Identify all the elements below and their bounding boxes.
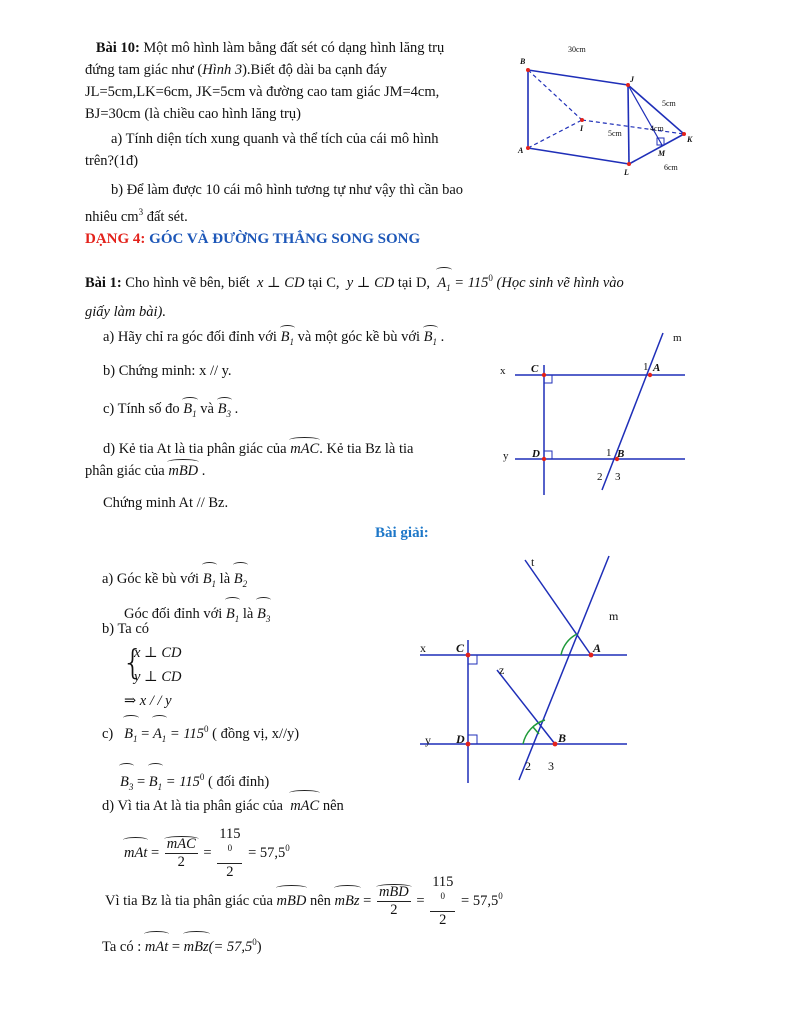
solution-a1-B1: $B_1$ [203, 562, 216, 597]
bai1-qc-B1: $B_1$ [183, 397, 196, 419]
bai1-qa-B1 [281, 325, 294, 347]
prism-label-6cm: 6cm [664, 163, 678, 172]
solution-a2-B1-letter: B [225, 605, 235, 622]
solution-d-mAC: mAC [290, 790, 319, 818]
bai1-qc-B3: $B_3$ [218, 397, 231, 419]
prism-point-A [526, 146, 530, 150]
solution-c [102, 714, 299, 801]
solution-a2-pre: Góc đối đỉnh với [124, 605, 223, 622]
bai10-qb-rest: đất sét. [143, 208, 188, 225]
solution-b3: ⇒ x / / y [124, 693, 172, 709]
fig2-label-y: y [425, 733, 431, 747]
solution-a2-B3: $B_3$ [257, 597, 270, 632]
bai1-A-sub: 1 [446, 282, 451, 293]
solution-b-system [102, 641, 181, 689]
fig2-label-z: z [499, 663, 505, 677]
fig2-line-m [519, 556, 609, 780]
bai1-A: A [437, 274, 447, 291]
fig1-label-2: 2 [597, 471, 603, 483]
bai1-qd1-post: . Kẻ tia Bz là tia [319, 441, 414, 457]
bai10-line1-text: Một mô hình làm bằng đất sét có dạng hình lăng trụ [143, 40, 445, 56]
solution-d-frac2-num [217, 826, 242, 864]
fig2-point-B [553, 742, 558, 747]
bai1-at-d: tại D, [397, 274, 431, 291]
prism-label-4cm: 4cm [650, 124, 664, 133]
solution-final-pre: Ta có : [102, 938, 142, 955]
bai1-qa: a) Hãy chỉ ra góc đối đỉnh với $B_1$ và một góc kề bù với $B_1$ . [103, 325, 444, 347]
bai1-eq: = 115 [454, 274, 489, 291]
solution-final-mBz: mBz [184, 931, 209, 959]
bai10-qb [85, 179, 505, 228]
solution-c1-eq: = 115 [169, 725, 205, 742]
fig1-letter-B: B [617, 448, 625, 460]
fig1-line-m [602, 333, 663, 490]
prism-letter-M: M [658, 149, 666, 158]
bai1-intro-text: Cho hình vẽ bên, biết [125, 274, 250, 291]
solution-e-res: = 57,5 [461, 892, 499, 909]
fig2-letter-D: D [456, 732, 465, 746]
bai1-qd2: phân giác của mBD . [85, 459, 205, 480]
solution-c-A1-letter: A [152, 725, 162, 742]
bai1-angle-A1 [437, 267, 450, 300]
prism-letter-L: L [624, 168, 629, 177]
solution-b2: y ⊥ CD [134, 669, 182, 685]
bai1-at-c: tại C, [308, 274, 340, 291]
fig2-label-m: m [609, 609, 619, 623]
prism-point-K [682, 132, 686, 136]
bai1-qd2-mBD: mBD [168, 459, 198, 480]
solution-a2-B3-letter: B [257, 605, 266, 622]
bai1-qa-B1b-sub: 1 [432, 336, 437, 347]
solution-b1: x ⊥ CD [134, 645, 182, 661]
fig1-point-D [542, 457, 546, 461]
solution-c-line1: c) $B_1 = A_1 = 115^0$ ( đồng vị, x//y) [102, 714, 299, 754]
bai1-qd2-pre: phân giác của [85, 463, 165, 479]
bai10-qb-line1: b) Để làm được 10 cái mô hình tương tự như vậy thì cần bao [111, 182, 464, 198]
solution-e-frac2 [430, 874, 455, 929]
solution-c-line2: $B_3 = B_1 = 115^0$ ( đối đỉnh) [102, 762, 299, 802]
prism-edge-BJ [528, 70, 628, 85]
bai1-note2: giấy làm bài). [85, 303, 166, 320]
prism-letter-K: K [687, 135, 693, 144]
solution-e-val: 115 [432, 874, 454, 890]
fig2-point-C [466, 653, 471, 658]
fig1-label-1b: 1 [606, 447, 612, 459]
bai1-qd1 [103, 437, 413, 458]
bai1-qc-B1-letter: B [183, 401, 193, 417]
fig2-letter-C: C [456, 641, 465, 655]
fig1-letter-A: A [653, 362, 661, 374]
prism-hidden-AI [528, 120, 582, 148]
solution-d-res: = 57,5 [248, 844, 286, 861]
prism-letter-A: A [518, 146, 524, 155]
solution-d-line1 [102, 790, 344, 818]
bai10-line2 [85, 59, 505, 81]
solution-c-B3: $B_3$ [120, 763, 133, 802]
fig2-arc-A [561, 634, 577, 655]
solution-a2-B1: $B_1$ [226, 597, 239, 632]
bai1-qc-B3-letter: B [217, 401, 227, 417]
fig1-point-A [648, 373, 652, 377]
solution-final [102, 930, 262, 959]
solution-d-res-deg: 0 [285, 843, 290, 853]
fig1-label-m: m [673, 332, 682, 344]
prism-label-30cm: 30cm [568, 45, 586, 54]
solution-e-frac2-den: 2 [439, 911, 447, 928]
prism-edge-AL [528, 148, 629, 164]
bai10-text [85, 37, 505, 125]
prism-point-I [580, 118, 584, 122]
fig2-label-2: 2 [525, 759, 531, 773]
prism-letter-I: I [580, 124, 584, 133]
solution-final-line: Ta có : mAt = $mBz(= 57,5^0)$ [102, 930, 262, 959]
fig1-label-3: 3 [615, 471, 621, 483]
prism-point-B [526, 68, 530, 72]
solution-b-brace: { [122, 643, 144, 683]
solution-e-line: Vì tia Bz là tia phân giác của mBD nên mBz = $\frac{\text{mBD}}{2}$ = 115 $^0$ 2 = $57,5^0$ [105, 874, 503, 928]
bai1-qc-and: và [200, 401, 214, 417]
fig2-label-3: 3 [548, 759, 554, 773]
fig2-letter-A: A [593, 641, 602, 655]
figure-2 [415, 548, 640, 788]
prism-hidden-IK [582, 120, 684, 134]
bai1-qa-B1-sub: 1 [289, 336, 294, 347]
fig1-point-C [542, 373, 546, 377]
solution-e [105, 874, 503, 929]
solution-e-frac1-den: 2 [390, 902, 398, 918]
fig1-label-y: y [503, 450, 509, 462]
solution-d-val: 115 [219, 826, 241, 842]
solution-final-deg: 0 [252, 937, 257, 947]
solution-e-mBz: mBz [335, 885, 360, 913]
bai1-intro [85, 266, 705, 324]
bai1-title: Bài 1: [85, 274, 122, 291]
fig1-label-1a: 1 [643, 361, 649, 373]
prism-letter-B: B [520, 57, 526, 66]
fig2-ray-Bz [497, 670, 555, 744]
fig1-letter-D: D [532, 448, 540, 460]
bai10-qa-line1: a) Tính diện tích xung quanh và thể tích của cái mô hình [111, 131, 439, 147]
solution-a1-B1-letter: B [202, 571, 212, 587]
bai10-qb-line2 [85, 201, 505, 228]
solution-d [102, 790, 344, 881]
solution-e-val-deg: 0 [440, 891, 446, 902]
section-title: GÓC VÀ ĐƯỜNG THẲNG SONG SONG [149, 231, 421, 247]
fig1-label-x: x [500, 365, 506, 377]
bai1-qd1-pre: d) Kẻ tia At là tia phân giác của [103, 441, 287, 457]
bai10-qa [85, 128, 505, 172]
solution-d-mAt: mAt [124, 837, 147, 865]
bai1-qa-mid: và một góc kề bù với [297, 329, 421, 345]
solution-d-line2: mAt = $\frac{\text{mAC}}{2}$ = 115 $^0$ 2 = $57,5^0$ [124, 826, 290, 880]
prism-edge-JL [628, 85, 629, 164]
solution-c2-note: ( đối đỉnh) [208, 773, 270, 790]
figure-1 [495, 325, 695, 500]
bai1-cond-y: y ⊥ CD [346, 274, 395, 291]
bai1-qc: c) Tính số đo $B_1$ và $B_3$ . [103, 397, 238, 419]
bai1-qa-B1-letter: B [280, 329, 290, 345]
solution-e-mBD: mBD [277, 885, 307, 913]
prism-letter-J: J [630, 75, 634, 84]
fig2-ray-At [525, 560, 591, 655]
solution-d-val-deg: 0 [227, 843, 233, 854]
bai10-line3: JL=5cm,LK=6cm, JK=5cm và đường cao tam giác JM=4cm, [85, 84, 440, 100]
solution-c-B3-letter: B [120, 773, 129, 790]
prism-height-JM [628, 85, 662, 145]
solution-d-frac1-num: mAC [165, 836, 198, 854]
bai10-qa-line2: trên?(1đ) [85, 153, 139, 169]
section-heading [85, 231, 420, 248]
bai10-line2b: ).Biết độ dài ba cạnh đáy [242, 62, 388, 78]
solution-a-line1 [102, 562, 270, 597]
bai1-cond-x: x ⊥ CD [256, 274, 305, 291]
bai1-line1 [85, 266, 705, 300]
bai1-qd3: Chứng minh At // Bz. [103, 495, 229, 511]
bai10-title: Bài 10: [95, 40, 140, 56]
fig2-label-x: x [420, 641, 426, 655]
solution-a1-B2-letter: B [233, 571, 243, 587]
solution-a1-B2: $B_2$ [234, 562, 247, 597]
bai10-line4: BJ=30cm (là chiều cao hình lăng trụ) [85, 106, 301, 122]
solution-d-head: d) Vì tia At là tia phân giác của [102, 798, 283, 814]
solution-title: Bài giải: [375, 525, 429, 541]
fig2-label-t: t [531, 555, 535, 569]
solution-c-B1: $B_1$ [124, 715, 137, 754]
bai10-fig-ref: Hình 3 [202, 62, 243, 78]
bai10-qb-cm: nhiêu cm [85, 208, 139, 225]
solution-c-B1b-letter: B [148, 773, 158, 790]
fig2-letter-B: B [558, 731, 567, 745]
solution-c-A1: $A_1$ [153, 715, 166, 754]
solution-e-mid: nên [309, 892, 331, 909]
solution-d-frac2-den: 2 [226, 863, 234, 880]
bai10-line1 [85, 37, 505, 59]
solution-a1-mid: là [219, 571, 231, 587]
bai10-qb-sup: 3 [138, 207, 144, 217]
solution-b-head: b) Ta có [102, 621, 150, 637]
solution-e-frac1 [377, 884, 411, 920]
solution-final-close: ) [256, 938, 262, 955]
solution-c1-note: ( đồng vị, x//y) [212, 725, 300, 742]
section-dang: DẠNG 4: [85, 231, 146, 247]
fig2-point-D [466, 742, 471, 747]
solution-c-head: c) [102, 725, 114, 742]
solution-c2-deg: 0 [199, 771, 205, 782]
solution-e-res-deg: 0 [498, 891, 503, 901]
bai1-qc-pre: c) Tính số đo [103, 401, 180, 417]
bai1-deg: 0 [488, 273, 493, 283]
fig1-letter-C: C [531, 363, 539, 375]
bai1-qa-B1b-letter: B [423, 329, 433, 345]
solution-b [102, 617, 181, 713]
bai1-qd1-mAC: mAC [290, 437, 319, 458]
solution-d-frac1-den: 2 [177, 854, 185, 870]
solution-c1-deg: 0 [204, 724, 209, 734]
bai10-line2a: đứng tam giác như ( [85, 62, 203, 78]
solution-e-pre: Vì tia Bz là tia phân giác của [105, 892, 273, 909]
prism-point-L [627, 162, 631, 166]
bai1-qa-pre: a) Hãy chỉ ra góc đối đỉnh với [103, 329, 277, 345]
prism-figure [512, 38, 712, 183]
solution-d-post: nên [322, 798, 344, 814]
solution-a1-pre: a) Góc kề bù với [102, 571, 200, 587]
solution-c-B1-letter: B [124, 725, 133, 742]
solution-e-frac2-num [430, 874, 455, 912]
solution-d-frac1 [165, 836, 198, 872]
solution-e-frac1-num: mBD [377, 884, 411, 902]
solution-c2-eq: = 115 [165, 773, 200, 790]
prism-label-5cm-JK: 5cm [662, 99, 676, 108]
solution-a2-mid: là [242, 605, 254, 622]
bai1-qb: b) Chứng minh: x // y. [103, 363, 232, 379]
solution-final-mAt: mAt [145, 931, 168, 959]
prism-label-5cm-JL: 5cm [608, 129, 622, 138]
solution-c-B1b: $B_1$ [149, 763, 162, 802]
solution-d-frac2 [217, 826, 242, 881]
bai1-qa-B1b [424, 325, 437, 347]
bai1-note1: (Học sinh vẽ hình vào [496, 274, 624, 291]
